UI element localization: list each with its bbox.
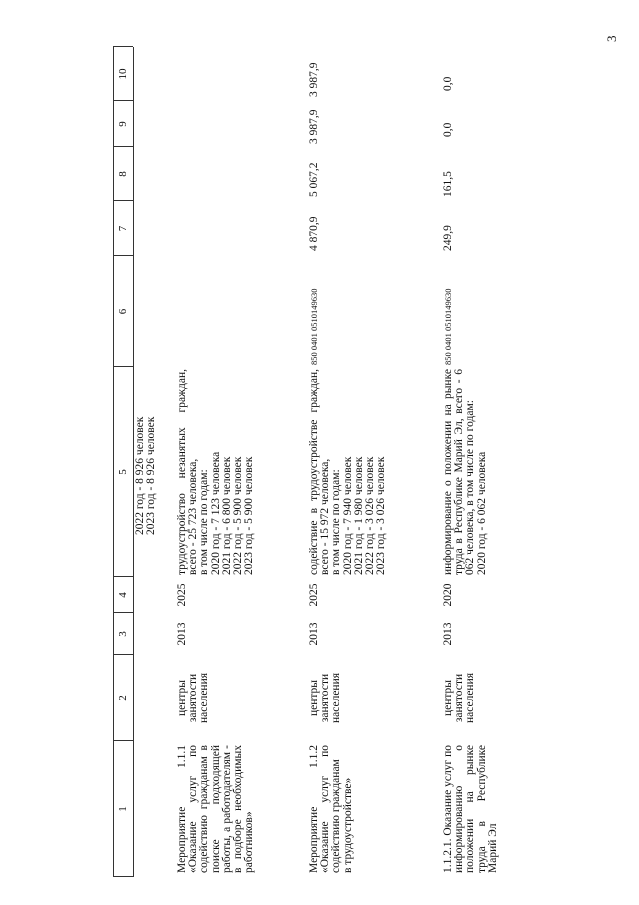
row2-event-name: Мероприятие 1.1.2 «Оказание услуг по содействию гражданам в трудоустройстве» — [308, 745, 354, 873]
continuation-text: 2022 год - 8 926 человек 2023 год - 8 926 человек — [134, 416, 158, 535]
row3-value-col8: 161,5 — [442, 171, 454, 197]
row1-event-name: Мероприятие 1.1.1 «Оказание услуг по содействию гражданам в поиске подходящей работы, а работодателям - в подборе необходимых работников» — [176, 745, 256, 873]
row3-event-name: 1.1.2.1. Оказание услуг по информированию о положении на рынке труда в Республике Марий Эл — [442, 745, 499, 873]
row1-end-year: 2025 — [176, 583, 188, 607]
row1-result: трудоустройство незанятых граждан, всего - 25 723 человека, в том числе по годам: 2020 год - 7 123 человека 2021 год - 6 800 человек 2022 год - 5 900 человек 2023 год - 5 900 человек — [176, 369, 256, 575]
row3-result: информирование о положении на рынке труда в Республике Марий Эл, всего - 6 062 человека, в том числе по годам: 2020 год - 6 062 человека — [442, 369, 488, 575]
header-col-8: 8 — [117, 171, 129, 177]
row2-value-col7: 4 870,9 — [308, 216, 320, 251]
row2-end-year: 2025 — [308, 583, 320, 607]
row2-value-col8: 5 067,2 — [308, 162, 320, 197]
header-col-7: 7 — [117, 225, 129, 232]
row3-value-col9: 0,0 — [442, 122, 454, 137]
row3-end-year: 2020 — [442, 583, 454, 607]
row2-result: содействие в трудоустройстве граждан, всего - 15 972 человека, в том числе по годам: 2020 год - 7 940 человек 2021 год - 1 980 человек 2022 год - 3 026 человек 2023 год - 3 026 человек — [308, 369, 388, 575]
header-col-6: 6 — [117, 308, 129, 315]
header-col-4: 4 — [117, 592, 129, 598]
row1-executor: центры занятости населения — [176, 672, 211, 724]
row3-value-col10: 0,0 — [442, 76, 454, 91]
row2-value-col9: 3 987,9 — [308, 109, 320, 144]
header-col-1: 1 — [117, 806, 129, 812]
row3-start-year: 2013 — [442, 622, 454, 646]
row2-start-year: 2013 — [308, 622, 320, 646]
header-col-5: 5 — [117, 469, 129, 475]
row2-executor: центры занятости населения — [308, 672, 343, 724]
row3-value-col7: 249,9 — [442, 225, 454, 251]
row2-budget-code: 850 0401 0510149630 — [309, 288, 319, 365]
row1-start-year: 2013 — [176, 622, 188, 646]
page-number: 3 — [604, 35, 619, 42]
header-col-10: 10 — [117, 68, 129, 80]
header-col-2: 2 — [117, 695, 129, 701]
row2-value-col10: 3 987,9 — [308, 62, 320, 97]
header-col-3: 3 — [117, 631, 129, 637]
row3-executor: центры занятости населения — [442, 672, 477, 724]
header-col-9: 9 — [117, 121, 129, 127]
row3-budget-code: 850 0401 0510149630 — [443, 288, 453, 365]
